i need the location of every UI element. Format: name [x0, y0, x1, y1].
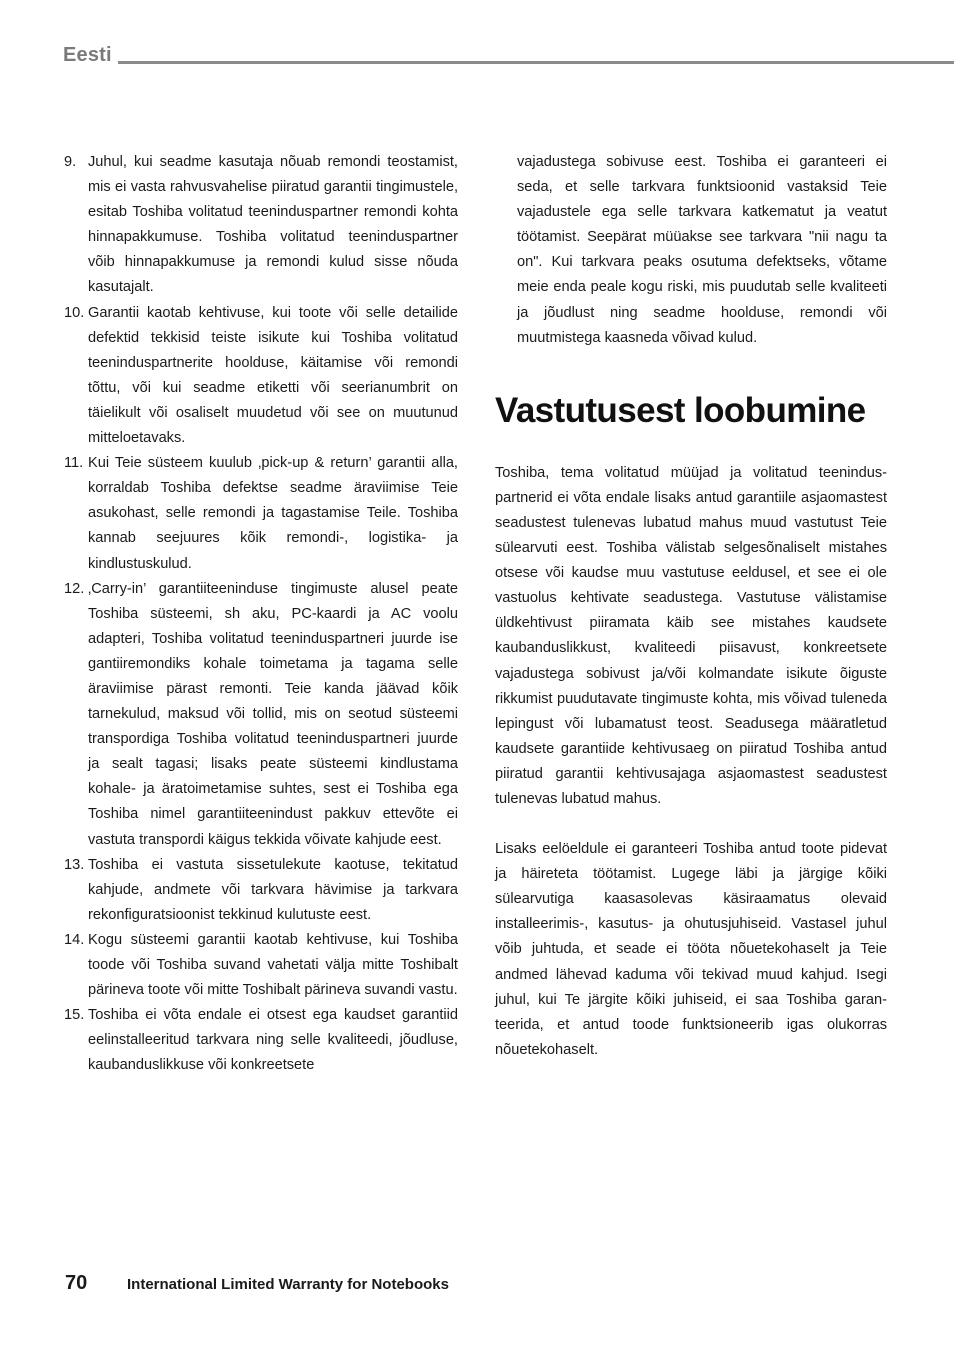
- left-column: [64, 150, 458, 1078]
- list-item: [64, 451, 458, 576]
- list-item-text: Garantii kaotab kehtivuse, kui toote või selle detailide defektid tekkisid teiste isikute kui Toshiba volitatud teeninduspartnerite hoolduse, käitamise või remondi tõttu, või kui seadme etiketti või seerianumbrit on täielikult või osaliselt muudetud või see on muutunud mitteloetavaks.: [88, 304, 458, 447]
- page-number: 70: [65, 1272, 88, 1294]
- header-rule: [118, 61, 954, 64]
- list-item: [64, 928, 458, 1003]
- disclaimer-paragraph: Lisaks eelöeldule ei garanteeri Toshiba antud toote pidevat ja häireteta töötamist. Lugege läbi ja järgige kõiki sülearvutiga kaasasolevas käsiraamatus olevaid installeerimis-, kasutus- ja ohutusjuhiseid. Vastasel juhul võib juhtuda, et seade ei tööta nõuetekohaselt ja Teie andmed lähevad kaduma või tekivad muud kahjud. Isegi juhul, kui Te järgite kõiki juhiseid, ei saa Toshiba garanteerida, et antud toode funktsioneerib igas olukorras nõuetekohaselt.: [495, 841, 887, 1058]
- disclaimer-paragraph: Toshiba, tema volitatud müüjad ja volitatud teeninduspartnerid ei võta endale lisaks antud garantiile asjaomastest seadustest tulenevas lubatud mahus muud vastutust Teie sülearvuti eest. Toshiba välistab selgesõnaliselt mistahes otsese või kaudse muu vastutuse eeldusel, et see ei ole vastuolus kehtivate seadustega. Vastutuse välistamise üldkehtivust piiramata käib see mistahes kaudsete kaubanduslikkust, kvaliteedi piisavust, konkreetsete vajadustega sobivust ja/või kolmandate isikute õiguste rikkumist puudutavate tingimuste kohta, mis võivad tuleneda lepingust või lubamatust teost. Seadusega määratletud kaudsete garantiide kehtivusaeg on piiratud Toshiba antud piiratud garantii kehtivusajaga asjaomastest seadustest tulenevas lubatud mahus.: [495, 464, 887, 807]
- list-item: [64, 577, 458, 853]
- list-item-number: 11.: [64, 455, 84, 472]
- list-item: [64, 150, 458, 301]
- list-item-number: 10.: [64, 304, 85, 321]
- list-item-text: Kogu süsteemi garantii kaotab kehtivuse, kui Toshiba toode või Toshiba suvand vahetati välja mitte Toshibalt pärineva toote või mitte Toshibalt pärineva suvandi vastu.: [88, 931, 458, 999]
- list-item-number: 13.: [64, 856, 85, 873]
- list-item-text: Kui Teie süsteem kuulub ‚pick-up & return’ garantii alla, korraldab Toshiba defektse seadme äraviimise Teie asukohast, selle remondi ja tagastamise Teile. Toshiba kannab seejuures kõik remondi-, logistika- ja kindlustuskulud.: [88, 455, 458, 572]
- list-item-number: 14.: [64, 931, 85, 948]
- list-item-text: ‚Carry-in’ garantiiteeninduse tingimuste alusel peate Toshiba süsteemi, sh aku, PC-kaardi ja AC voolu adapteri, Toshiba volitatud teeninduspartneri juurde ise gantiiremondiks kohale toimetama ja tagama selle äraviimise pärast remonti. Teie kanda jäävad kõik tarnekulud, maksud või tollid, mis on seotud süsteemi transpordiga Toshiba volitatud teeninduspartneri juurde ja sealt tagasi; lisaks peate süsteemi kindlustama kohale- ja äratoimetamise suhtes, sest ei Toshiba ega Toshiba nimel garantiiteenindust pakkuv ettevõte ei vastuta transpordi käigus tekkida võivate kahjude eest.: [88, 580, 458, 848]
- list-item-number: 15.: [64, 1007, 85, 1024]
- list-item-text: Juhul, kui seadme kasutaja nõuab remondi teostamist, mis ei vasta rahvusvahelise piiratud garantii tingimustele, esitab Toshiba volitatud teeninduspartner remondi kohta hinnapakkumuse. Toshiba volitatud teeninduspartner võib hinnapakkumuse ja remondi kulud sisse nõuda kasutajalt.: [88, 154, 458, 296]
- list-item-number: 9.: [64, 154, 77, 170]
- list-item-number: 12.: [64, 580, 85, 597]
- list-item-continuation: vajadustega sobivuse eest. Toshiba ei garanteeri ei seda, et selle tarkvara funktsioonid vastaksid Teie vajadustele ega selle tarkvara katkematut ja veatut töötamist. Seepärat müüakse see tarkvara "nii nagu ta on". Kui tarkvara peaks osutuma defektseks, võtame meie enda peale kogu riski, mis puudutab selle kvaliteeti ja jõudlust ning seadme hoolduse, remondi või muutmistega kaasneda võivad kulud.: [517, 154, 887, 346]
- list-item-text: Toshiba ei vastuta sissetulekute kaotuse, tekitatud kahjude, andmete või tarkvara hävimise ja tarkvara rekonfiguratsioonist tekkinud kulutuste eest.: [88, 856, 458, 923]
- list-item-text: Toshiba ei võta endale ei otsest ega kaudset garantiid eelinstalleeritud tarkvara ning selle kvaliteedi, jõudluse, kaubanduslikkuse või konkreetsete: [88, 1007, 458, 1074]
- list-item: [64, 301, 458, 452]
- warranty-terms-list: [64, 150, 458, 1078]
- list-item: [64, 1003, 458, 1078]
- right-column: [495, 150, 887, 1063]
- header-language-label: Eesti: [63, 44, 112, 66]
- section-heading: Vastutusest loobumine: [495, 390, 866, 430]
- list-item: [64, 853, 458, 928]
- footer-title: International Limited Warranty for Notebooks: [127, 1276, 449, 1293]
